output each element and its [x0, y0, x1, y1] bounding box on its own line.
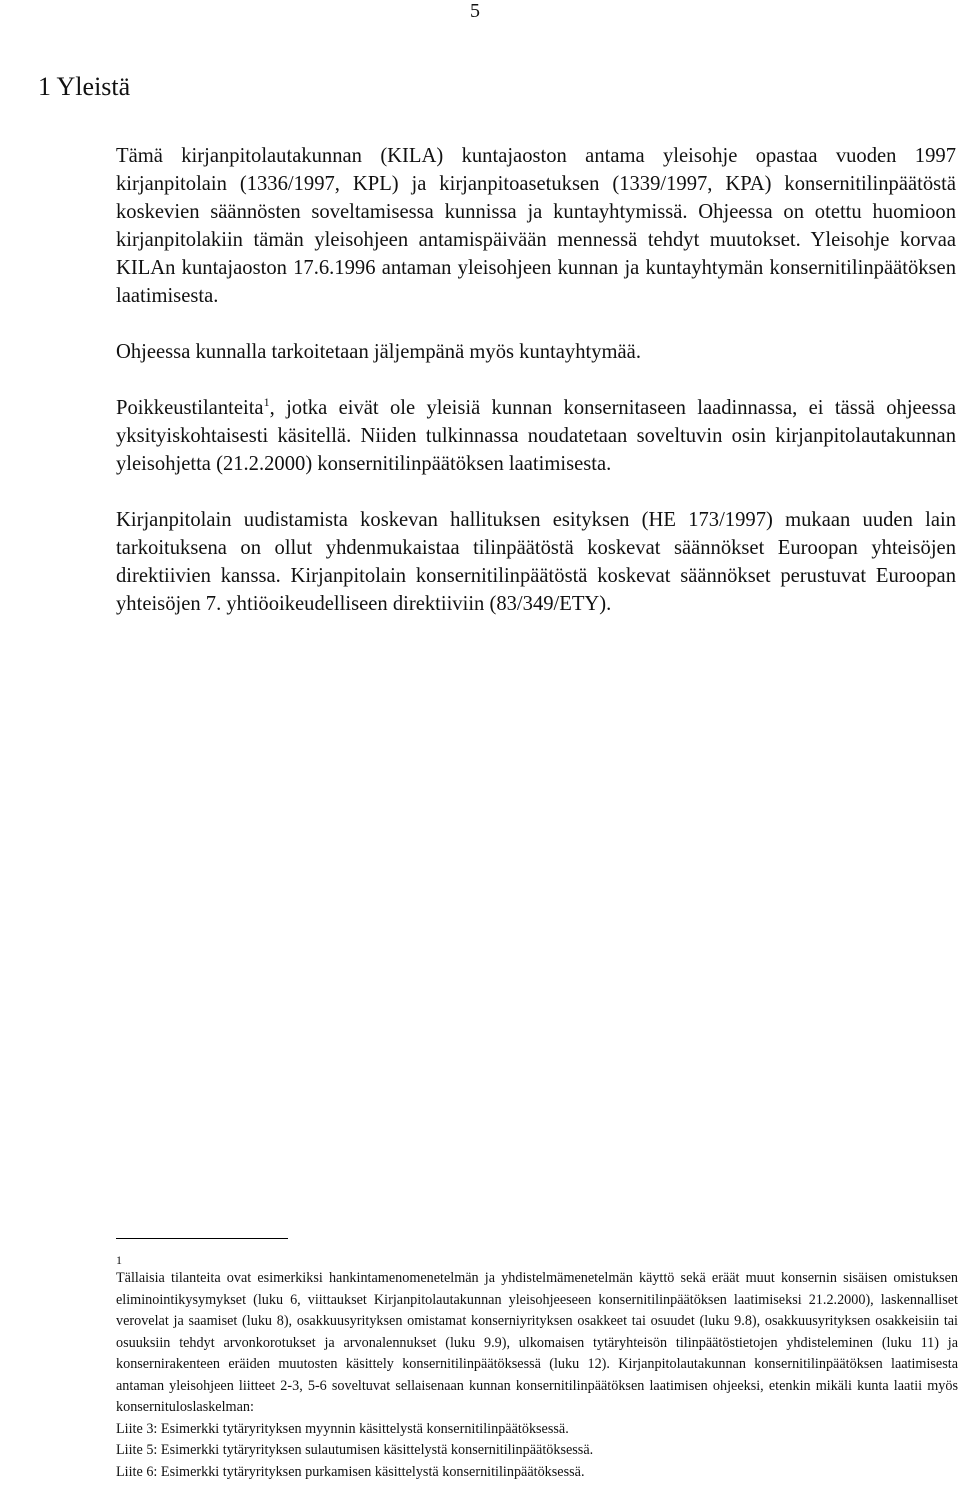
footnote-mark: 1 [116, 1253, 122, 1267]
paragraph-definition: Ohjeessa kunnalla tarkoitetaan jäljempänä myös kuntayhtymää. [116, 341, 641, 363]
footnote-appendix-line: Liite 3: Esimerkki tytäryrityksen myynnin käsittelystä konsernitilinpäätöksessä. [116, 1420, 569, 1437]
footnote [116, 1252, 958, 1483]
section-heading: 1 Yleistä [38, 72, 131, 101]
footnote-appendix-line: Liite 5: Esimerkki tytäryrityksen sulautumisen käsittelystä konsernitilinpäätöksessä. [116, 1442, 594, 1458]
footnote-reference[interactable]: 1 [263, 395, 270, 409]
footnote-divider [116, 1238, 288, 1239]
paragraph-legislation: Kirjanpitolain uudistamista koskevan hallituksen esityksen (HE 173/1997) mukaan uuden lain tarkoituksena on ollut yhdenmukaistaa tilinpäätöstä koskevat säännökset Euroopan yhteisöjen direktiivien kanssa. Kirjanpitolain konsernitilinpäätöstä koskevat säännökset perustuvat Euroopan yhteisöjen 7. yhtiöoikeudelliseen direktiiviin (83/349/ETY). [116, 509, 956, 615]
footnote-appendix-line: Liite 6: Esimerkki tytäryrityksen purkamisen käsittelystä konsernitilinpäätöksessä. [116, 1463, 585, 1480]
paragraph-exceptions-start: Poikkeustilanteita [116, 397, 264, 419]
paragraph-exceptions [116, 394, 956, 478]
paragraph-exceptions-rest: , jotka eivät ole yleisiä kunnan konsernitaseen laadinnassa, ei tässä ohjeessa yksityiskohtaisesti käsitellä. Niiden tulkinnassa noudatetaan soveltuvin osin kirjanpitolautakunnan yleisohjetta (21.2.2000) konsernitilinpäätöksen laatimisesta. [116, 397, 956, 475]
footnote-text: Tällaisia tilanteita ovat esimerkiksi hankintamenomenetelmän ja yhdistelmämenetelmän käyttö sekä eräät muut konsernin sisäisen omistuksen eliminointikysymykset (luku 6, viittaukset Kirjanpitolautakunnan yleisohjeeseen konsernitilinpäätöksen laatimiseksi 21.2.2000), laskennalliset verovelat ja saamiset (luku 8), osakkuusyrityksen omistamat konserniyrityksen osakkeet tai osuudet (luku 9.8), osakkuusyrityksen osakkeisiin tai osuuksiin tehdyt arvonkorotukset ja arvonalennukset (luku 9.9), ulkomaisen tytäryhteisön tilinpäätöstietojen yhdisteleminen (luku 11) ja konsernirakenteen eräiden muutosten käsittely konsernitilinpäätöksessä (luku 12). Kirjanpitolautakunnan konsernitilinpäätöksen laatimisesta antaman yleisohjeen liitteet 2-3, 5-6 soveltuvat sellaisenaan kunnan konsernitilinpäätöksen laatimisen ohjeeksi, etenkin mikäli kunta laatii myös konsernituloslaskelman: [116, 1270, 958, 1415]
paragraph-intro: Tämä kirjanpitolautakunnan (KILA) kuntajaoston antama yleisohje opastaa vuoden 1997 kirjanpitolain (1336/1997, KPL) ja kirjanpitoasetuksen (1339/1997, KPA) konsernitilinpäätöstä koskevien säännösten soveltamisessa kunnissa ja kuntayhtymissä. Ohjeessa on otettu huomioon kirjanpitolakiin tämän yleisohjeen antamispäivään mennessä tehdyt muutokset. Yleisohje korvaa KILAn kuntajaoston 17.6.1996 antaman yleisohjeen kunnan ja kuntayhtymän konsernitilinpäätöksen laatimisesta. [116, 145, 956, 307]
page-number: 5 [470, 0, 480, 22]
